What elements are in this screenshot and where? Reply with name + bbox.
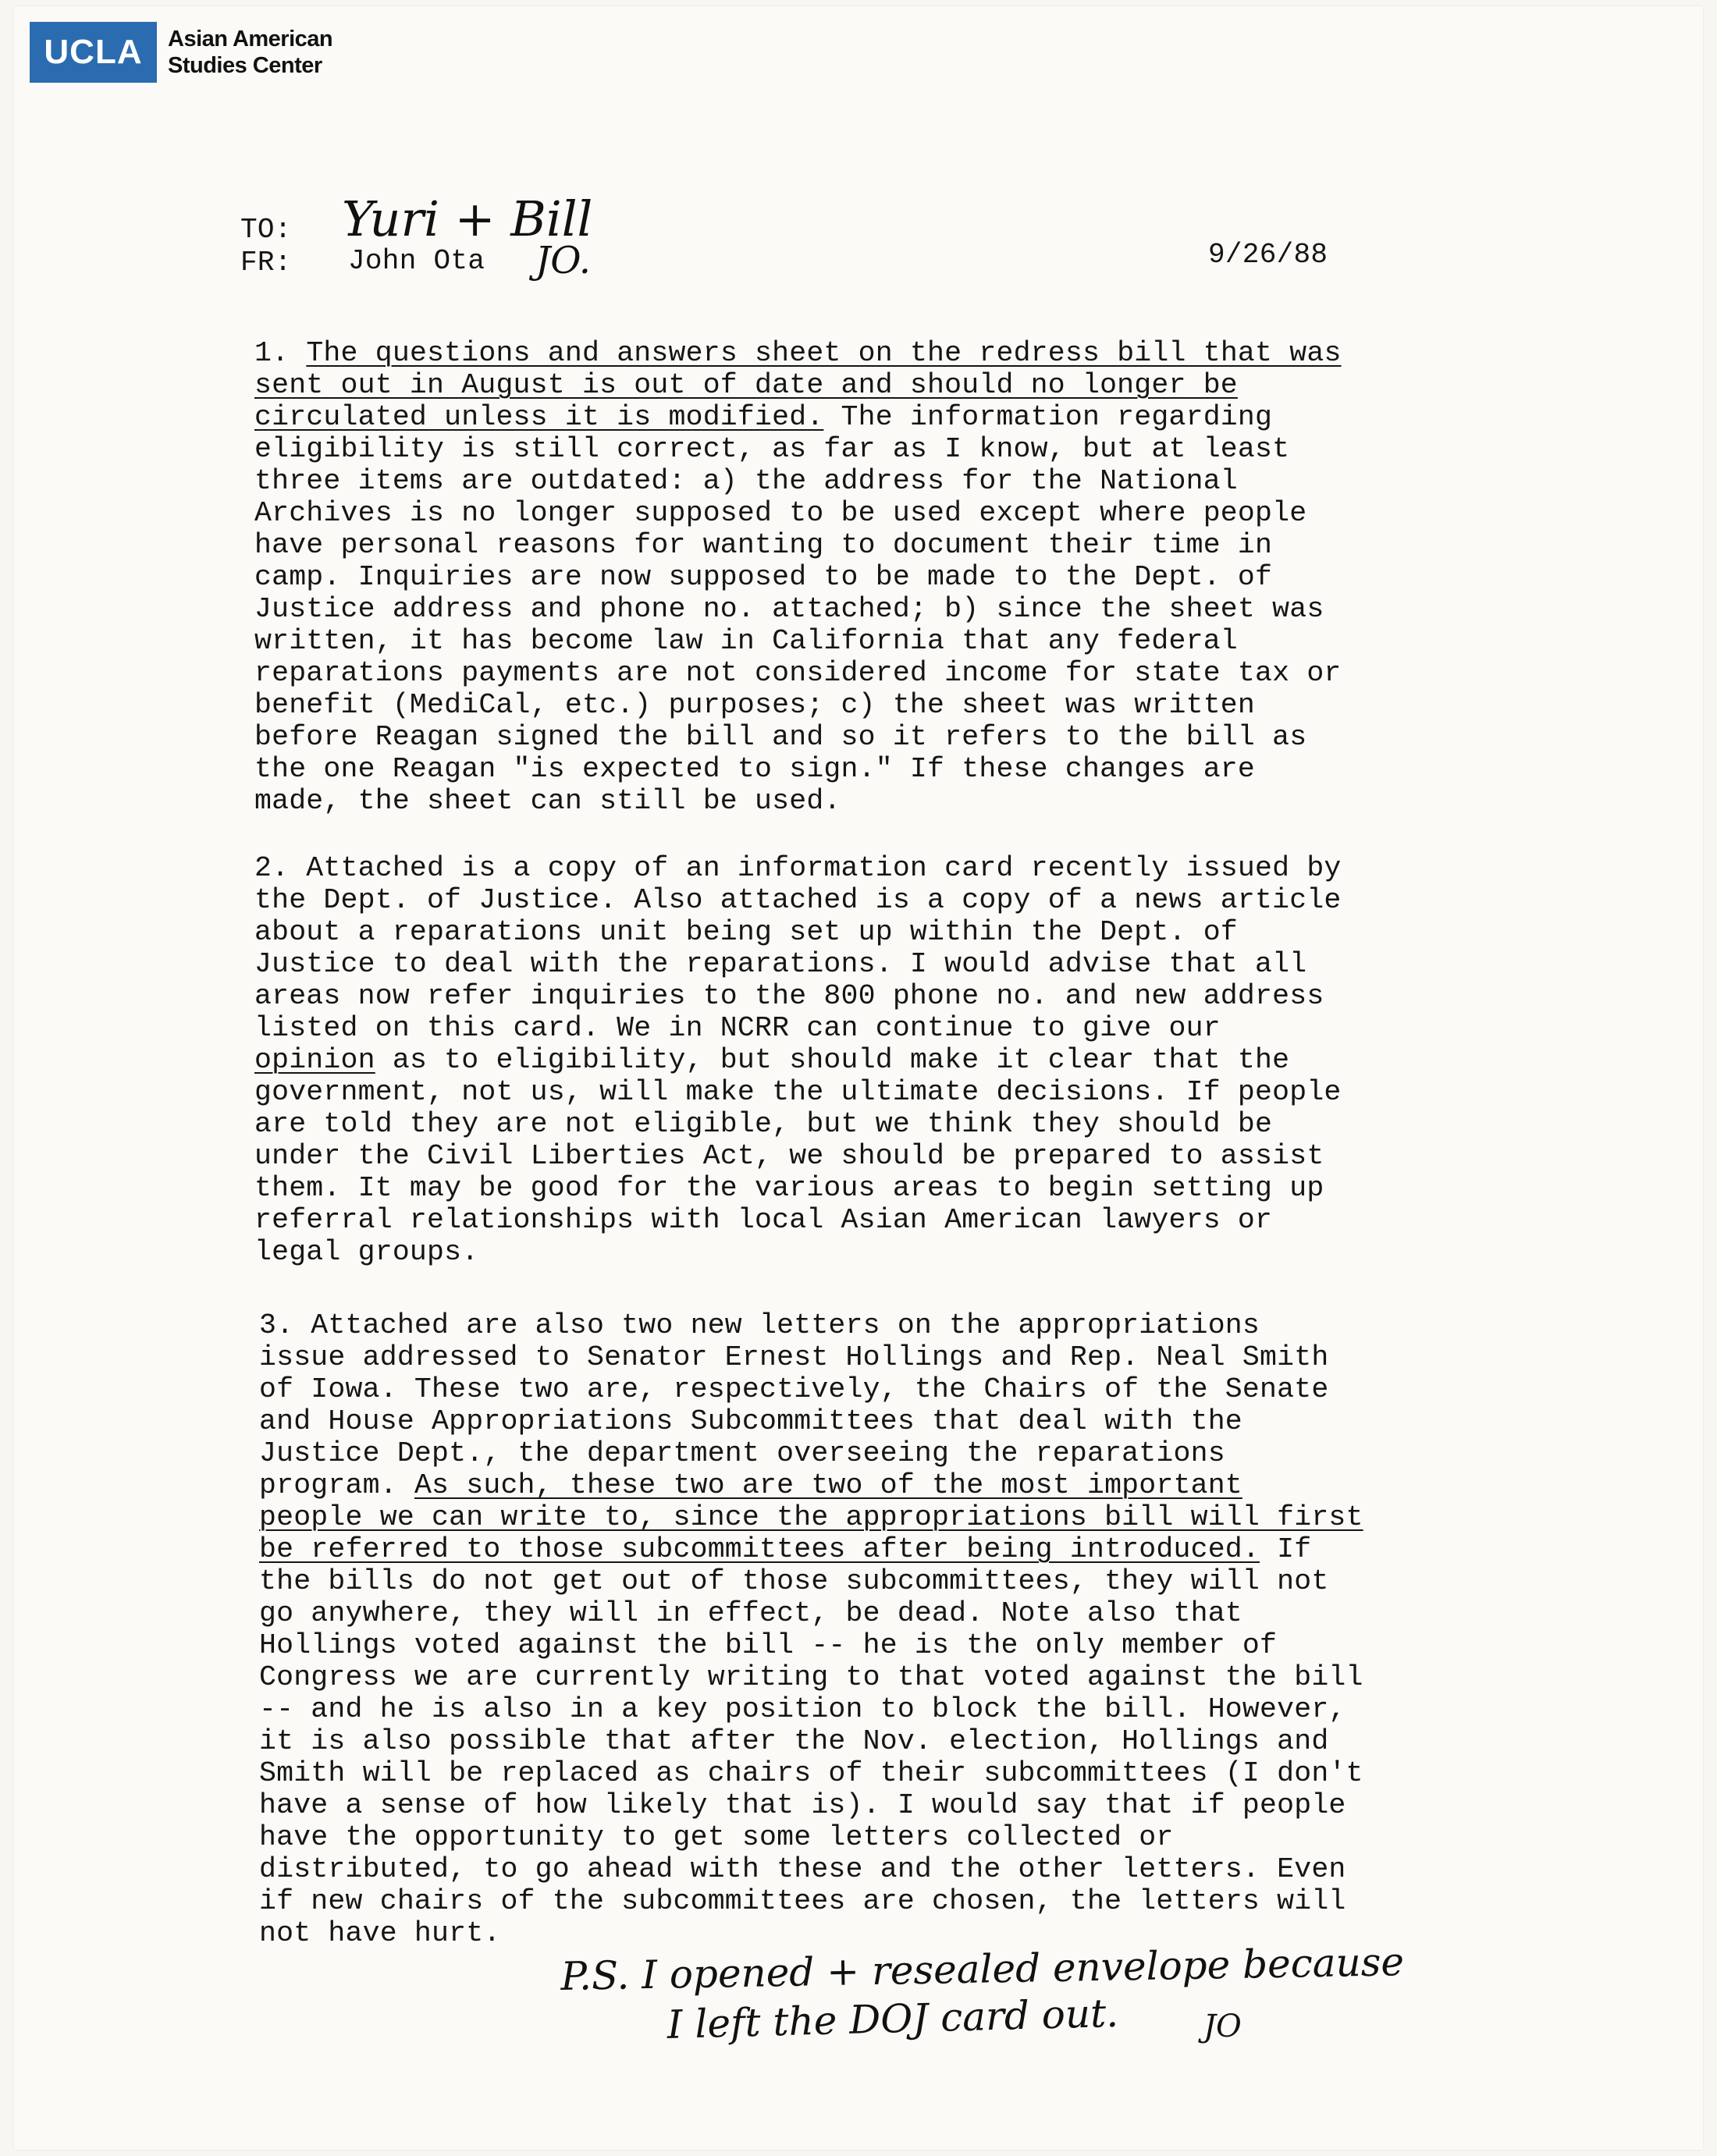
p2-underlined-opinion: opinion bbox=[254, 1044, 375, 1076]
p3-line-17: have the opportunity to get some letters collected or bbox=[259, 1821, 1174, 1853]
p3-line-20: not have hurt. bbox=[259, 1917, 501, 1949]
p3-line-19: if new chairs of the subcommittees are chosen, the letters will bbox=[259, 1885, 1346, 1917]
document-page bbox=[14, 6, 1703, 2150]
p1-line-12: benefit (MediCal, etc.) purposes; c) the sheet was written bbox=[254, 689, 1256, 721]
postscript-line-1: P.S. I opened + resealed envelope because bbox=[560, 1939, 1405, 1999]
ucla-logo-badge: UCLA bbox=[30, 22, 157, 83]
memo-from-name: John Ota bbox=[348, 245, 485, 277]
p1-line-10: written, it has become law in California that any federal bbox=[254, 625, 1238, 657]
p1-line-6: Archives is no longer supposed to be used except where people bbox=[254, 497, 1307, 529]
p1-line-1 bbox=[254, 337, 1534, 369]
p3-line-8-rest: If bbox=[1260, 1533, 1312, 1565]
p3-line-1: 3. Attached are also two new letters on the appropriations bbox=[259, 1309, 1260, 1341]
p2-line-6: listed on this card. We in NCRR can continue to give our bbox=[254, 1012, 1221, 1044]
p2-line-3: about a reparations unit being set up within the Dept. of bbox=[254, 916, 1238, 948]
p3-line-6 bbox=[259, 1469, 1539, 1501]
p1-line-14: the one Reagan "is expected to sign." If these changes are bbox=[254, 753, 1256, 785]
p3-line-2: issue addressed to Senator Ernest Hollings and Rep. Neal Smith bbox=[259, 1341, 1329, 1373]
p3-underlined-3: be referred to those subcommittees after being introduced. bbox=[259, 1533, 1260, 1565]
ucla-aasc-logo bbox=[30, 22, 332, 83]
p2-line-13: legal groups. bbox=[254, 1236, 479, 1268]
p3-line-14: it is also possible that after the Nov. election, Hollings and bbox=[259, 1725, 1329, 1757]
postscript-initials: JO bbox=[1203, 2009, 1242, 2044]
paragraph-2 bbox=[254, 852, 1534, 1268]
logo-org-name bbox=[168, 26, 332, 79]
memo-to-handwritten: Yuri + Bill bbox=[342, 190, 593, 247]
p1-line-15: made, the sheet can still be used. bbox=[254, 785, 841, 817]
postscript-line-2: I left the DOJ card out. bbox=[667, 1990, 1119, 2048]
p3-line-8 bbox=[259, 1533, 1539, 1565]
p1-number: 1. bbox=[254, 337, 290, 369]
p1-line-13: before Reagan signed the bill and so it refers to the bill as bbox=[254, 721, 1307, 753]
p1-line-2 bbox=[254, 369, 1534, 401]
memo-from-label: FR: bbox=[240, 247, 292, 279]
p1-line-8: camp. Inquiries are now supposed to be made to the Dept. of bbox=[254, 561, 1273, 593]
p1-line-11: reparations payments are not considered income for state tax or bbox=[254, 657, 1342, 689]
p3-line-6-start: program. bbox=[259, 1469, 414, 1501]
p2-line-12: referral relationships with local Asian American lawyers or bbox=[254, 1204, 1273, 1236]
p1-underlined-1: The questions and answers sheet on the redress bill that was bbox=[306, 337, 1342, 369]
memo-from-initials: JO. bbox=[535, 239, 592, 282]
p3-line-4: and House Appropriations Subcommittees that deal with the bbox=[259, 1405, 1242, 1437]
p1-underlined-2: sent out in August is out of date and should no longer be bbox=[254, 369, 1238, 401]
p3-underlined-2: people we can write to, since the appropriations bill will first bbox=[259, 1501, 1363, 1533]
bleed-through-date bbox=[209, 91, 233, 117]
p3-underlined-1: As such, these two are two of the most important bbox=[414, 1469, 1242, 1501]
p3-line-10: go anywhere, they will in effect, be dead. Note also that bbox=[259, 1597, 1242, 1629]
p2-line-7-rest: as to eligibility, but should make it clear that the bbox=[375, 1044, 1290, 1076]
p2-line-4: Justice to deal with the reparations. I would advise that all bbox=[254, 948, 1307, 980]
p2-line-1: 2. Attached is a copy of an information card recently issued by bbox=[254, 852, 1342, 884]
p3-line-5: Justice Dept., the department overseeing the reparations bbox=[259, 1437, 1225, 1469]
p3-line-9: the bills do not get out of those subcommittees, they will not bbox=[259, 1565, 1329, 1597]
p3-line-16: have a sense of how likely that is). I would say that if people bbox=[259, 1789, 1346, 1821]
p3-line-15: Smith will be replaced as chairs of their subcommittees (I don't bbox=[259, 1757, 1363, 1789]
p3-line-12: Congress we are currently writing to that voted against the bill bbox=[259, 1661, 1363, 1693]
p1-line-7: have personal reasons for wanting to document their time in bbox=[254, 529, 1273, 561]
paragraph-1 bbox=[254, 337, 1534, 817]
paragraph-3 bbox=[259, 1309, 1539, 1949]
logo-line-1: Asian American bbox=[168, 27, 333, 52]
p2-line-11: them. It may be good for the various areas to begin setting up bbox=[254, 1172, 1324, 1204]
p2-line-5: areas now refer inquiries to the 800 phone no. and new address bbox=[254, 980, 1324, 1012]
memo-date: 9/26/88 bbox=[1208, 239, 1328, 271]
p3-line-13: -- and he is also in a key position to block the bill. However, bbox=[259, 1693, 1346, 1725]
p3-line-18: distributed, to go ahead with these and the other letters. Even bbox=[259, 1853, 1346, 1885]
p1-line-5: three items are outdated: a) the address for the National bbox=[254, 465, 1238, 497]
logo-line-2: Studies Center bbox=[168, 53, 322, 78]
p1-line-3-rest: The information regarding bbox=[823, 401, 1273, 433]
p2-line-7 bbox=[254, 1044, 1534, 1076]
p3-line-11: Hollings voted against the bill -- he is the only member of bbox=[259, 1629, 1278, 1661]
p3-line-3: of Iowa. These two are, respectively, the Chairs of the Senate bbox=[259, 1373, 1329, 1405]
p1-line-4: eligibility is still correct, as far as I know, but at least bbox=[254, 433, 1290, 465]
p3-line-7 bbox=[259, 1501, 1539, 1533]
p2-line-9: are told they are not eligible, but we think they should be bbox=[254, 1108, 1273, 1140]
p2-line-10: under the Civil Liberties Act, we should be prepared to assist bbox=[254, 1140, 1324, 1172]
p1-underlined-3: circulated unless it is modified. bbox=[254, 401, 824, 433]
p2-line-8: government, not us, will make the ultimate decisions. If people bbox=[254, 1076, 1342, 1108]
memo-to-label: TO: bbox=[240, 214, 292, 246]
p1-line-9: Justice address and phone no. attached; b) since the sheet was bbox=[254, 593, 1324, 625]
p2-line-2: the Dept. of Justice. Also attached is a copy of a news article bbox=[254, 884, 1342, 916]
p1-line-3 bbox=[254, 401, 1534, 433]
